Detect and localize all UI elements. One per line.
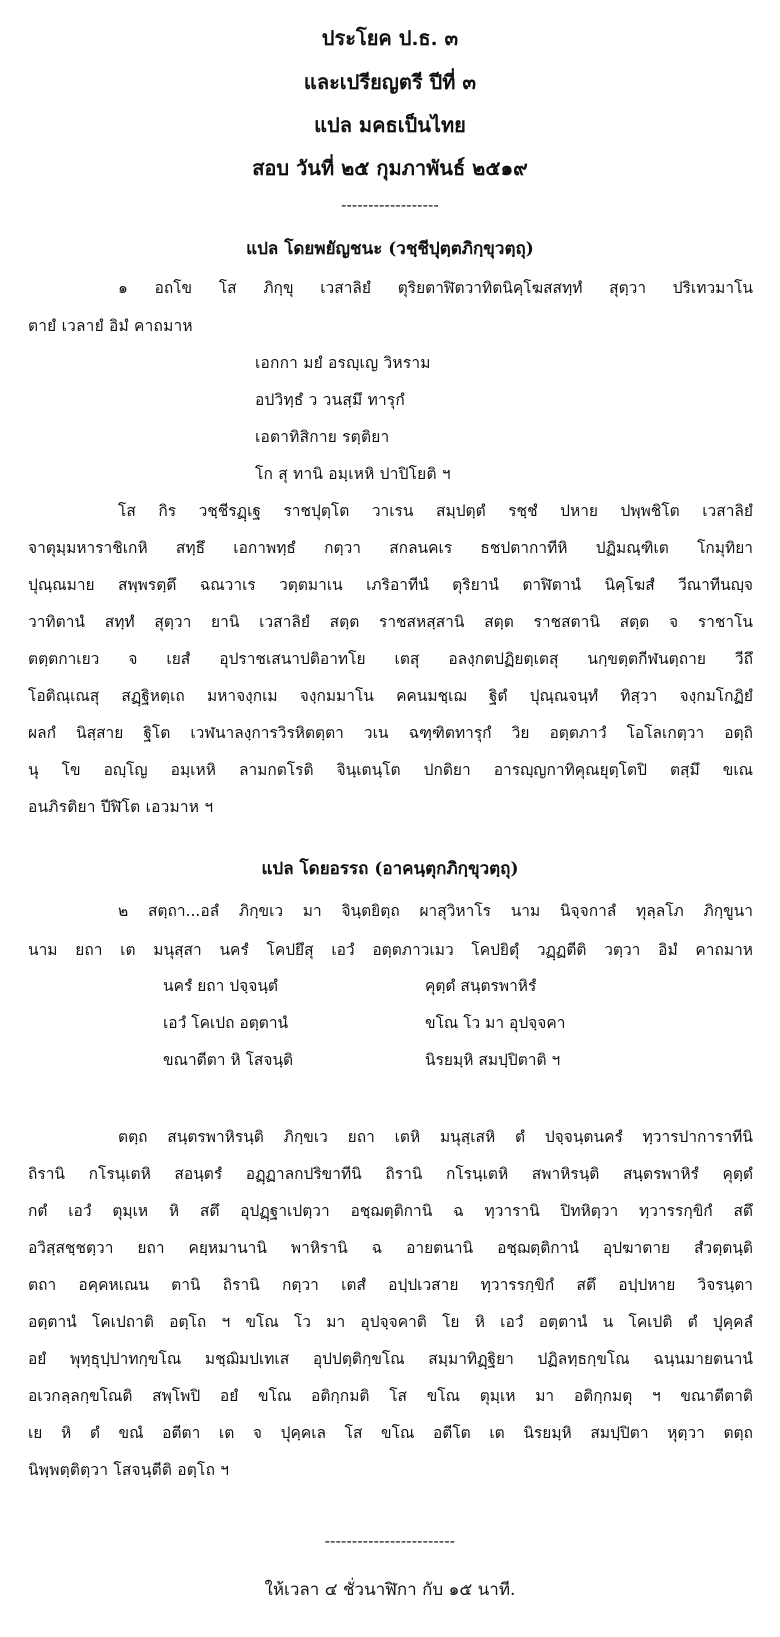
verse-right-line: คุตฺตํ สนฺตรพาหิรํ xyxy=(425,977,537,995)
verse-right-line: ขโณ โว มา อุปจฺจคา xyxy=(425,1014,566,1032)
section2-heading: แปล โดยอรรถ (อาคนฺตุกภิกฺขุวตฺถุ) xyxy=(261,859,519,879)
title-line-3: แปล มคธเป็นไทย xyxy=(314,113,466,137)
paragraph-line: วาทิตานํ สทฺทํ สุตฺวา ยานิ เวสาลิยํ สตฺต ราชสหสฺสานิ สตฺต ราชสตานิ สตฺต จ ราชาโน xyxy=(28,613,753,631)
paragraph-line: โส กิร วชฺชีรฏฺเฐ ราชปุตฺโต วาเรน สมฺปตฺตํ รชฺชํ ปหาย ปพฺพชิโต เวสาลิยํ xyxy=(118,502,753,520)
section1-intro-line: ๑ อถโข โส ภิกฺขุ เวสาลิยํ ตุริยตาฬิตวาทิตนิคฺโฆสสทฺทํ สุตฺวา ปริเทวมาโน xyxy=(118,279,753,297)
paragraph-line: กตํ เอวํ ตุมฺเห หิ สตึ อุปฏฺฐาเปตฺวา อชฺฌตฺติกานิ ฉ ทฺวารานิ ปิทหิตฺวา ทฺวารรกฺขิกํ สตึ xyxy=(28,1202,753,1220)
paragraph-line: จาตุมฺมหาราชิเกหิ สทฺธึ เอกาพทฺธํ กตฺวา สกลนคเร ธชปตากาทีหิ ปฏิมณฺฑิเต โกมุทิยา xyxy=(28,539,753,557)
paragraph-line: ตตฺตกาเยว จ เยสํ อุปราชเสนาปติอาทโย เตสุ อลงฺกตปฏิยตฺเตสุ นกฺขตฺตกีฬนตฺถาย วีถึ xyxy=(28,650,753,668)
title-line-2: และเปรียญตรี ปีที่ ๓ xyxy=(303,70,477,94)
paragraph-line: ถิรานิ กโรนฺเตหิ สอนฺตรํ อฏฺฏาลกปริขาทีนิ ถิรานิ กโรนฺเตหิ สพาหิรนฺติ สนฺตรพาหิรํ คุตฺตํ xyxy=(28,1165,753,1183)
paragraph-line: นุ โข อญฺโญ อมฺเหหิ ลามกตโรติ จินฺเตนฺโต ปกติยา อารญฺญกาทิคุณยุตฺโตปิ ตสฺมึ ขเณ xyxy=(28,761,753,779)
paragraph-line: ปุณฺณมาย สพฺพรตฺตึ ฉณวาเร วตฺตมาเน เภริอาทีนํ ตุริยานํ ตาฬิตานํ นิคฺโฆสํ วีณาทีนญฺจ xyxy=(28,576,753,594)
header-divider: ------------------ xyxy=(341,196,439,214)
paragraph-line: ผลกํ นิสฺสาย ฐิโต เวฬนาลงฺการวิรหิตตฺตา วเน ฉฑฺฑิตทารุกํ วิย อตฺตภาวํ โอโลเกตฺวา อตฺถิ xyxy=(28,724,753,742)
exam-date: สอบ วันที่ ๒๕ กุมภาพันธ์ ๒๕๑๙ xyxy=(252,156,528,180)
paragraph-line: อนภิรติยา ปีฬิโต เอวมาห ฯ xyxy=(28,798,214,816)
paragraph-line: ตตฺถ สนฺตรพาหิรนฺติ ภิกฺขเว ยถา เตหิ มนุสฺเสหิ ตํ ปจฺจนฺตนครํ ทฺวารปาการาทีนิ xyxy=(118,1128,753,1146)
time-allowed: ให้เวลา ๔ ชั่วนาฬิกา กับ ๑๕ นาที. xyxy=(264,1580,516,1600)
section1-intro-line: ตายํ เวลายํ อิมํ คาถมาห xyxy=(28,317,193,335)
verse-line: เอกกา มยํ อรญฺเญ วิหราม xyxy=(255,354,431,372)
verse-line: เอตาทิสิกาย รตฺติยา xyxy=(255,428,390,446)
verse-left-line: นครํ ยถา ปจฺจนฺตํ xyxy=(163,977,278,995)
paragraph-line: อตฺตานํ โคเปถาติ อตฺโถ ฯ ขโณ โว มา อุปจฺจคาติ โย หิ เอวํ อตฺตานํ น โคเปติ ตํ ปุคฺคลํ xyxy=(28,1313,753,1331)
verse-right-line: นิรยมฺหิ สมปฺปิตาติ ฯ xyxy=(425,1051,561,1069)
footer-divider: ------------------------ xyxy=(324,1532,456,1550)
verse-line: โก สุ ทานิ อมฺเหหิ ปาปิโยติ ฯ xyxy=(255,465,451,483)
paragraph-line: โอติณฺเณสุ สฏฺฐิหตฺเถ มหาจงฺกเม จงฺกมมาโน คคนมชฺเฌ ฐิตํ ปุณฺณจนฺทํ ทิสฺวา จงฺกมโกฏิยํ xyxy=(28,687,753,705)
section2-intro-line: นาม ยถา เต มนุสฺสา นครํ โคปยึสุ เอวํ อตฺตภาวเมว โคปยิตุํ วฏฺฏตีติ วตฺวา อิมํ คาถมาห xyxy=(28,941,753,959)
section2-intro-line: ๒ สตฺถา...อลํ ภิกฺขเว มา จินฺตยิตฺถ ผาสุวิหาโร นาม นิจฺจกาลํ ทุลฺลโภ ภิกฺขูนา xyxy=(118,902,753,920)
paragraph-line: เย หิ ตํ ขณํ อตีตา เต จ ปุคฺคเล โส ขโณ อตีโต เต นิรยมฺหิ สมปฺปิตา หุตฺวา ตตฺถ xyxy=(28,1424,753,1442)
verse-left-line: ขณาตีตา หิ โสจนฺติ xyxy=(163,1051,294,1069)
section1-heading: แปล โดยพยัญชนะ (วชฺชีปุตฺตภิกฺขุวตฺถุ) xyxy=(246,239,534,259)
paragraph-line: นิพฺพตฺติตฺวา โสจนฺตีติ อตฺโถ ฯ xyxy=(28,1461,230,1479)
paragraph-line: อยํ พุทฺธุปฺปาทกฺขโณ มชฺฌิมปเทเส อุปปตฺติกฺขโณ สมฺมาทิฏฺฐิยา ปฏิลทฺธกฺขโณ ฉนฺนมายตนานํ xyxy=(28,1350,753,1368)
verse-left-line: เอวํ โคเปถ อตฺตานํ xyxy=(163,1014,289,1032)
verse-line: อปวิทฺธํ ว วนสฺมึ ทารุกํ xyxy=(255,391,406,409)
paragraph-line: อวิสฺสชฺชตฺวา ยถา คยฺหมานานิ พาหิรานิ ฉ อายตนานิ อชฺฌตฺติกานํ อุปฆาตาย สํวตฺตนฺติ xyxy=(28,1239,753,1257)
paragraph-line: ตถา อคฺคหเณน ตานิ ถิรานิ กตฺวา เตสํ อปฺปเวสาย ทฺวารรกฺขิกํ สตึ อปฺปหาย วิจรนฺตา xyxy=(28,1276,753,1294)
paragraph-line: อเวกลฺลกฺขโณติ สพฺโพปิ อยํ ขโณ อติกฺกมติ โส ขโณ ตุมฺเห มา อติกฺกมตุ ฯ ขณาตีตาติ xyxy=(28,1387,753,1405)
title-line-1: ประโยค ป.ธ. ๓ xyxy=(321,26,459,50)
